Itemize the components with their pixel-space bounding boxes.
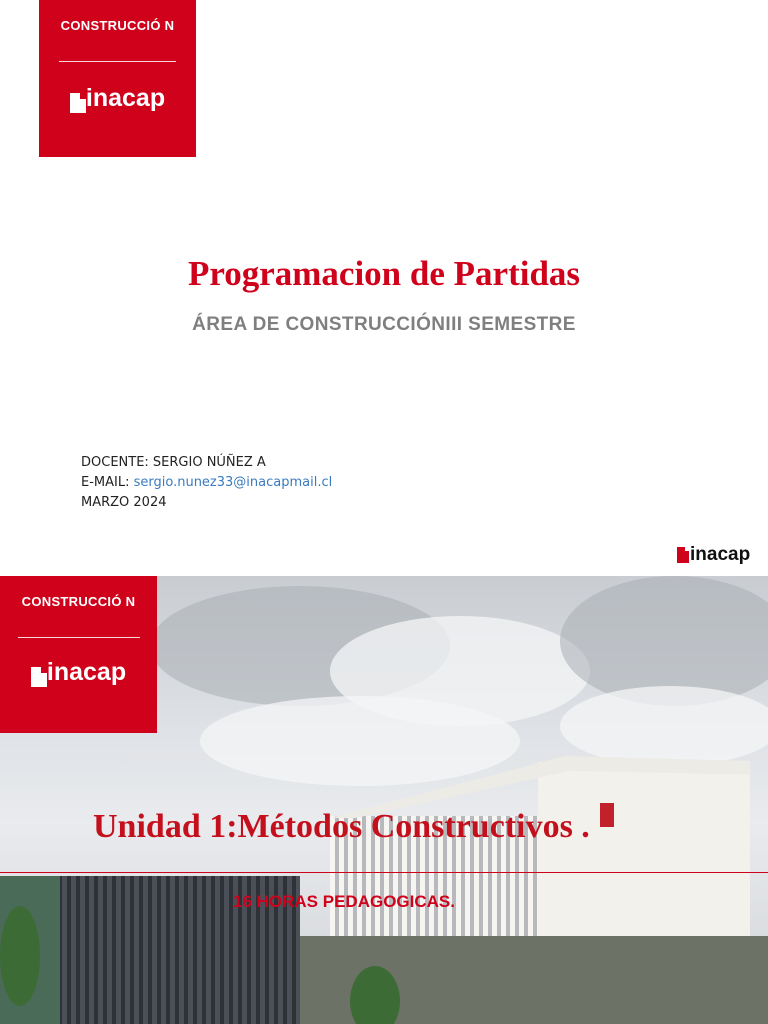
- unit-title: Unidad 1:Métodos Constructivos .: [93, 808, 590, 845]
- email-line: [81, 473, 332, 493]
- building-sign-icon: [600, 803, 614, 827]
- department-label: CONSTRUCCIÓ N: [21, 594, 136, 609]
- inacap-mark-icon: [677, 547, 689, 563]
- inacap-logo: [31, 658, 126, 687]
- email-label: E-MAIL:: [81, 475, 134, 490]
- inacap-mark-icon: [31, 667, 47, 687]
- instructor-name: DOCENTE: SERGIO NÚÑEZ A: [81, 455, 266, 470]
- department-label: CONSTRUCCIÓ N: [60, 18, 175, 33]
- logo-text: inacap: [46, 658, 127, 686]
- hours-label: 16 HORAS PEDAGOGICAS.: [233, 892, 455, 911]
- slide-2: [0, 576, 768, 1024]
- logo-text: inacap: [85, 84, 166, 112]
- brand-divider: [59, 61, 176, 62]
- brand-box: [0, 576, 157, 733]
- brand-divider: [18, 637, 140, 638]
- inacap-mark-icon: [70, 93, 86, 113]
- inacap-logo: [70, 84, 165, 113]
- presentation-title: Programacion de Partidas: [187, 254, 581, 293]
- email-link[interactable]: sergio.nunez33@inacapmail.cl: [133, 475, 333, 490]
- cloud: [560, 686, 768, 766]
- instructor-info: [81, 453, 332, 513]
- date-line: MARZO 2024: [81, 495, 167, 510]
- title-divider: [0, 872, 768, 873]
- presentation-subtitle: ÁREA DE CONSTRUCCIÓNIII SEMESTRE: [192, 314, 576, 335]
- corner-inacap-logo: [677, 544, 750, 566]
- corner-logo-text: inacap: [690, 544, 751, 565]
- brand-box: [39, 0, 196, 157]
- tree: [0, 906, 40, 1006]
